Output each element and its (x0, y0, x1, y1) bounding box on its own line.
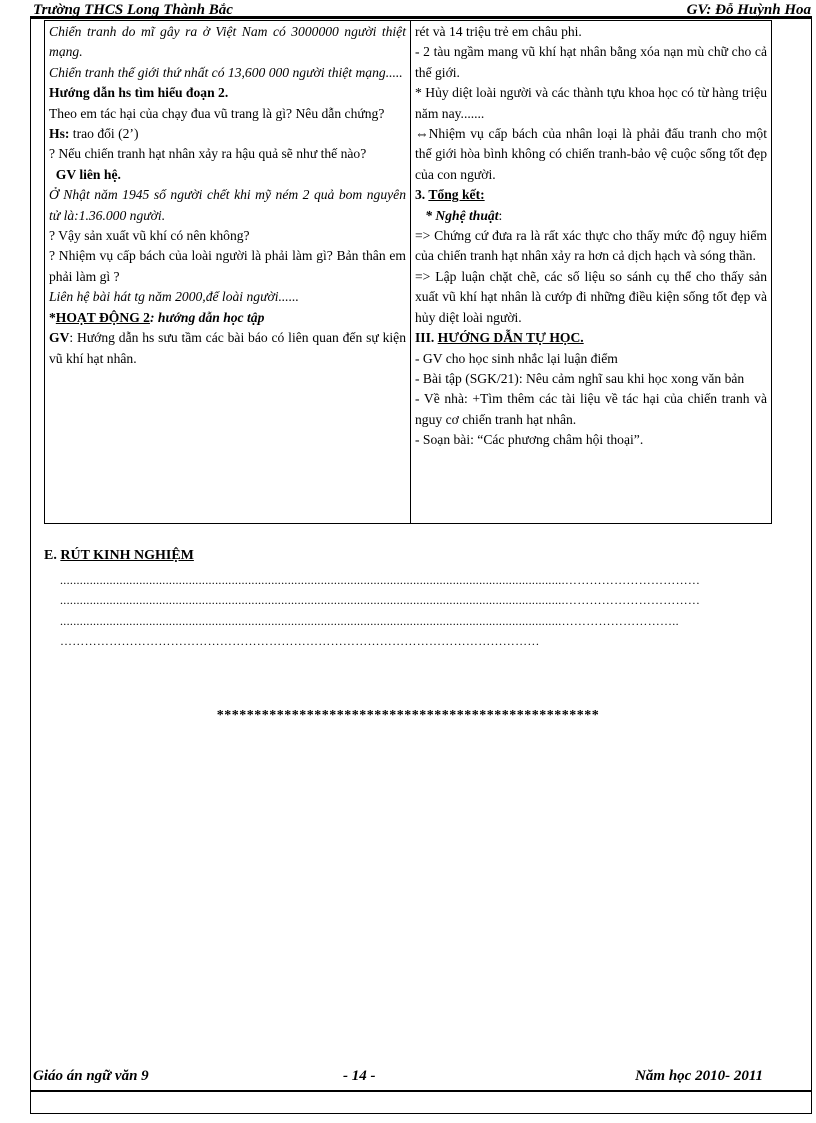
dotted-line: ........................................................................................................................................................……………………….. (60, 614, 679, 628)
paragraph: * Hủy diệt loài người và các thành tựu khoa học có từ hàng triệu năm nay....... (415, 85, 767, 121)
paragraph: ? Nếu chiến tranh hạt nhân xảy ra hậu quả sẽ như thế nào? (49, 146, 367, 162)
teacher-name: GV: Đỗ Huỳnh Hoa (686, 2, 811, 18)
school-year: Năm học 2010- 2011 (635, 1068, 763, 1084)
paragraph: Ở Nhật năm 1945 số người chết khi mỹ ném 2 quả bom nguyên tử là:1.36.000 người. (49, 187, 406, 223)
dotted-line: .........................................................................................................................................................…………………………… (60, 593, 701, 607)
paragraph: - Bài tập (SGK/21): Nêu cảm nghĩ sau khi học xong văn bản (415, 370, 745, 386)
lesson-table (44, 20, 772, 524)
paragraph: - 2 tàu ngầm mang vũ khí hạt nhân bằng xóa nạn mù chữ cho cả thế giới. (415, 44, 767, 80)
paragraph: rét và 14 triệu trẻ em châu phi. (415, 24, 582, 39)
paragraph: - Về nhà: +Tìm thêm các tài liệu về tác hại của chiến tranh và nguy cơ chiến tranh hạt nhân. (415, 391, 767, 427)
footer-rule (30, 1090, 812, 1092)
paragraph: ? Nhiệm vụ cấp bách của loài người là phải làm gì? Bản thân em phải làm gì ? (49, 248, 406, 284)
paragraph: GV liên hệ. (49, 166, 121, 182)
section-heading: 3. Tổng kết: (415, 187, 485, 203)
header-rule (30, 16, 812, 18)
page-number: - 14 - (343, 1068, 376, 1084)
paragraph: Liên hệ bài hát tg năm 2000,để loài người...... (49, 289, 299, 305)
section-e-heading: E. RÚT KINH NGHIỆM (44, 548, 194, 563)
separator-stars: *************************************************** (216, 708, 600, 723)
paragraph: Theo em tác hại của chạy đua vũ trang là gì? Nêu dẫn chứng? (49, 105, 385, 121)
dotted-line: ……………………………………………………………………………………………………… (60, 634, 540, 648)
paragraph: - GV cho học sinh nhắc lại luận điểm (415, 350, 618, 366)
paragraph: ? Vậy sản xuất vũ khí có nên không? (49, 228, 250, 244)
paragraph: Chiến tranh do mĩ gây ra ở Việt Nam có 3000000 người thiệt mạng. (49, 24, 406, 60)
section-heading: III. HƯỚNG DẪN TỰ HỌC. (415, 330, 584, 346)
paragraph: ⇔Nhiệm vụ cấp bách của nhân loại là phải đấu tranh cho một thế giới hòa bình không có chiến tranh-bảo vệ cuộc sống tốt đẹp của con người. (415, 126, 767, 182)
lesson-column-left (45, 21, 411, 523)
activity-heading: *HOẠT ĐỘNG 2: hướng dẫn học tập (49, 309, 265, 325)
paragraph: Hướng dẫn hs tìm hiểu đoạn 2. (49, 85, 229, 101)
paragraph: => Lập luận chặt chẽ, các số liệu so sánh cụ thể cho thấy sản xuất vũ khí hạt nhân là cướp đi những điều kiện sống tốt đẹp và hủy diệt loài người. (415, 268, 767, 325)
footer-subject: Giáo án ngữ văn 9 (33, 1068, 149, 1084)
paragraph: - Soạn bài: “Các phương châm hội thoại”. (415, 432, 644, 448)
subheading: * Nghệ thuật: (415, 207, 503, 223)
dotted-line: .........................................................................................................................................................…………………………… (60, 573, 701, 587)
lesson-column-right (411, 21, 771, 523)
paragraph: GV: Hướng dẫn hs sưu tầm các bài báo có liên quan đến sự kiện vũ khí hạt nhân. (49, 330, 406, 366)
paragraph: Chiến tranh thế giới thứ nhất có 13,600 000 người thiệt mạng..... (49, 64, 403, 80)
page-footer (33, 1068, 763, 1090)
paragraph: => Chứng cứ đưa ra là rất xác thực cho thấy mức độ nguy hiểm của chiến tranh hạt nhân xảy ra hơn cả dịch hạch và sóng thần. (415, 228, 767, 264)
school-name: Trường THCS Long Thành Bắc (33, 2, 233, 18)
paragraph: Hs: trao đổi (2’) (49, 126, 139, 142)
